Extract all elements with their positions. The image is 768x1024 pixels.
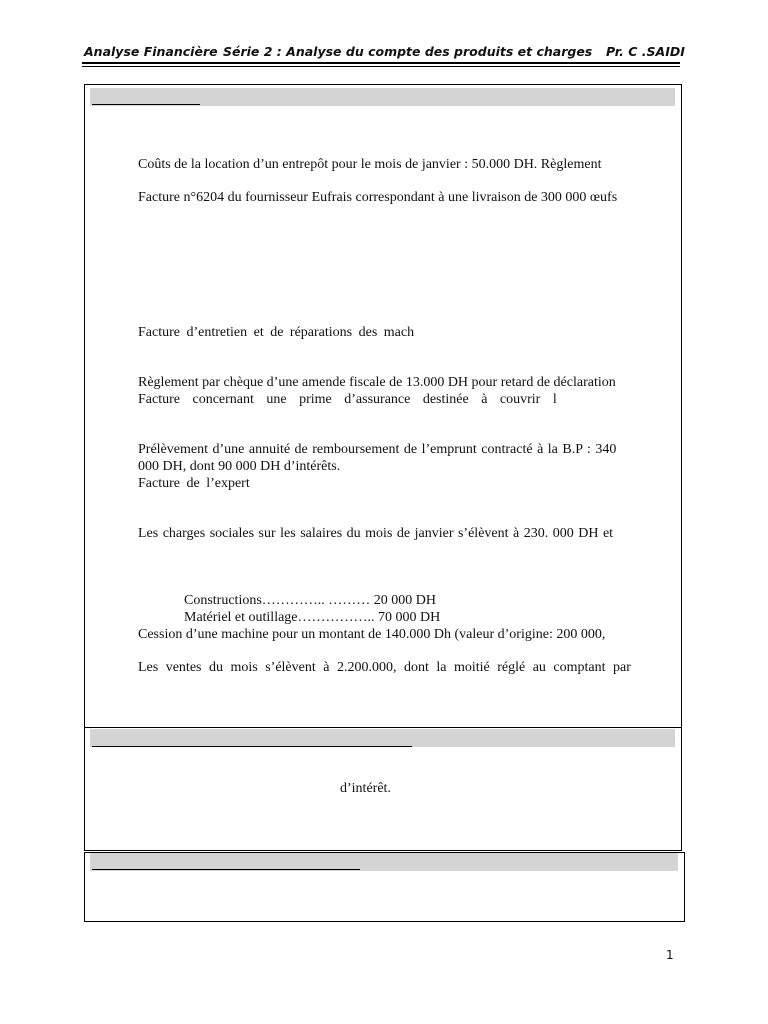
line-equipment: Matériel et outillage…………….. 70 000 DH [184,610,441,625]
header-rule-thin [82,66,680,67]
course-title: Analyse Financière [84,44,218,59]
line-constructions: Constructions………….. ……… 20 000 DH [184,593,436,608]
line-rent: Coûts de la location d’un entrepôt pour le mois de janvier : 50.000 DH. Règlement [138,157,602,172]
line-insurance: Facture concernant une prime d’assurance destinée à couvrir l [138,392,557,407]
section-heading-underline-1 [92,104,200,105]
page-number: 1 [666,948,674,962]
header-rule-thick [82,62,680,64]
line-loan-1: Prélèvement d’une annuité de remboursement de l’emprunt contracté à la B.P : 340 [138,442,617,457]
section-heading-underline-2 [92,746,412,747]
series-title: Série 2 : Analyse du compte des produits et charges [223,44,593,59]
line-fine: Règlement par chèque d’une amende fiscale de 13.000 DH pour retard de déclaration [138,375,616,390]
line-eggs-invoice: Facture n°6204 du fournisseur Eufrais correspondant à une livraison de 300 000 œufs [138,190,618,205]
line-loan-2: 000 DH, dont 90 000 DH d’intérêts. [138,459,341,474]
page-header [84,42,685,62]
section-bar-2 [90,729,675,747]
box2-text: d’intérêt. [340,781,391,796]
author-name: Pr. C .SAIDI [606,44,685,59]
line-social-charges: Les charges sociales sur les salaires du mois de janvier s’élèvent à 230. 000 DH et [138,526,614,541]
line-expert: Facture de l’expert [138,476,250,491]
line-sales: Les ventes du mois s’élèvent à 2.200.000, dont la moitié réglé au comptant par [138,660,631,675]
line-maintenance: Facture d’entretien et de réparations des mach [138,325,415,340]
line-machine-sale: Cession d’une machine pour un montant de 140.000 Dh (valeur d’origine: 200 000, [138,627,606,642]
section-heading-underline-3 [92,869,360,870]
